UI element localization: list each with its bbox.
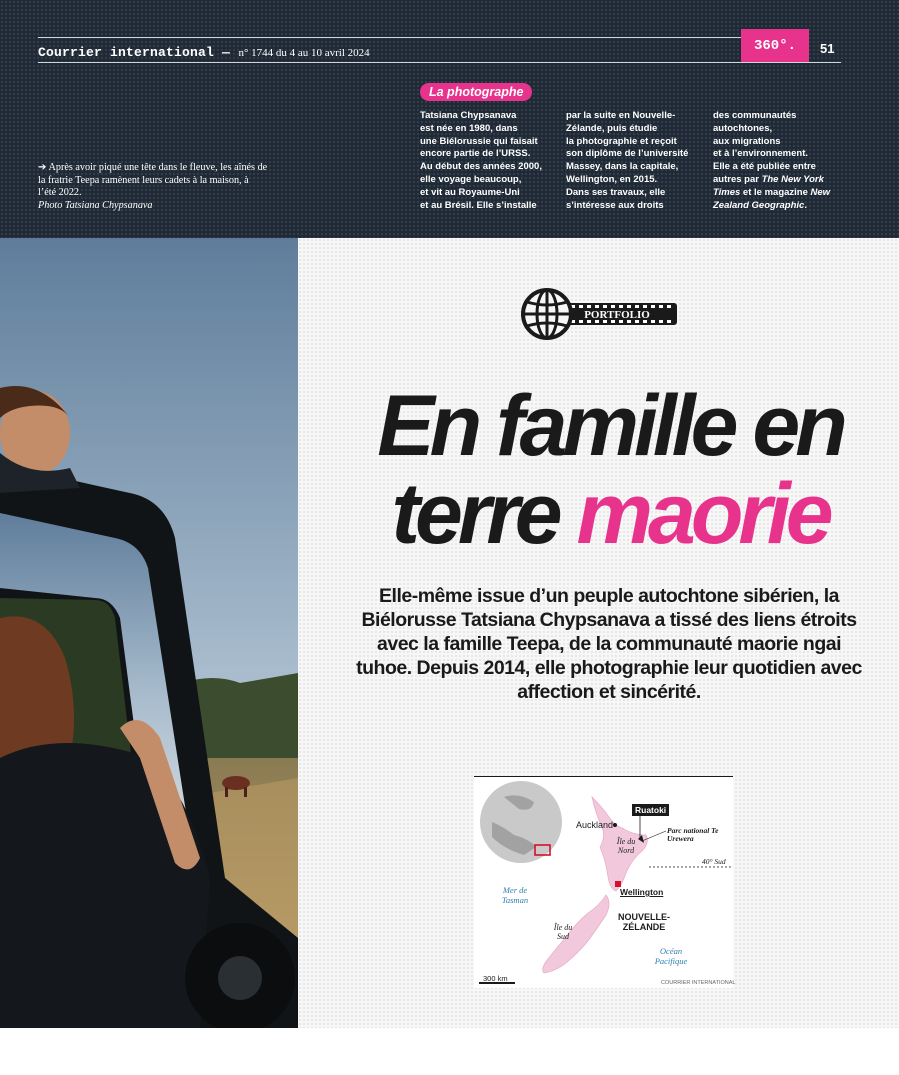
title-accent-word: maorie — [576, 466, 829, 562]
title-line-1: En famille en — [377, 378, 843, 474]
photo — [0, 238, 298, 1028]
map-label-latitude: 40° Sud — [702, 857, 726, 866]
map-label-tasman: Mer de Tasman — [501, 885, 529, 905]
portfolio-label: PORTFOLIO — [584, 309, 650, 321]
portfolio-badge — [519, 286, 681, 342]
photo-illustration — [0, 238, 298, 1028]
bio-text: . — [804, 199, 807, 211]
map-label-ruatoki: Ruatoki — [632, 804, 669, 816]
map-label-ile-nord: Île du Nord — [616, 837, 636, 855]
publication-nzg: New Zealand Geographic — [713, 186, 831, 211]
map-label-pacific: Océan Pacifique — [654, 946, 688, 966]
publication-nyt: The New York Times — [713, 173, 824, 198]
issue-info: n° 1744 du 4 au 10 avril 2024 — [238, 47, 370, 59]
bio-text: et le magazine — [740, 186, 811, 198]
photo-caption — [38, 162, 268, 212]
publication-name: Courrier international — — [38, 45, 231, 60]
bio-text: des communautés autochtones, aux migrations et à l’environnement. Elle a été publiée entre autres par — [713, 110, 816, 185]
photo-credit: Photo Tatsiana Chypsanava — [38, 199, 153, 211]
header-rule — [38, 62, 841, 63]
bio-column-3 — [713, 110, 853, 212]
caption-text: ➔ Après avoir piqué une tête dans le fleuve, les aînés de la fratrie Teepa ramènent leurs cadets à la maison, à l’été 2022. — [38, 162, 268, 198]
map — [474, 776, 736, 988]
map-label-wellington: Wellington — [620, 887, 664, 897]
header-rule — [38, 37, 741, 38]
map-label-new-zealand: NOUVELLE-ZÉLANDE — [617, 912, 670, 932]
map-label-auckland: Auckland — [576, 820, 614, 830]
globe-icon — [519, 286, 681, 342]
running-header — [38, 43, 370, 61]
map-label-ile-sud: Île du Sud — [553, 923, 573, 941]
bio-column-2: par la suite en Nouvelle- Zélande, puis étudie la photographie et reçoit son diplôme de l’université Massey, dans la capitale, Wellington, en 2015. Dans ses travaux, elle s’intéresse aux droits — [566, 110, 689, 211]
map-label-parc: Parc national Te Urewera — [667, 826, 719, 843]
bio-column-1: Tatsiana Chypsanava est née en 1980, dans une Biélorussie qui faisait encore partie de l’URSS. Au début des années 2000, elle voyage beaucoup, et vit au Royaume-Uni et au Brésil. Elle s’installe — [420, 110, 542, 211]
section-label: 360°. — [741, 29, 809, 62]
map-credit: COURRIER INTERNATIONAL — [661, 980, 736, 986]
map-scale: 300 km — [483, 974, 508, 983]
title-word: terre — [391, 466, 558, 562]
article-title — [340, 378, 880, 562]
title-line-2 — [340, 466, 880, 562]
page-number: 51 — [820, 41, 835, 56]
new-zealand-map — [474, 777, 736, 988]
photographer-tag: La photographe — [420, 83, 532, 101]
article-lead: Elle-même issue d’un peuple autochtone sibérien, la Biélorusse Tatsiana Chypsanava a tissé des liens étroits avec la famille Teepa, de la communauté maorie ngai tuhoe. Depuis 2014, elle photographie leur quotidien avec affection et sincérité. — [356, 585, 862, 703]
